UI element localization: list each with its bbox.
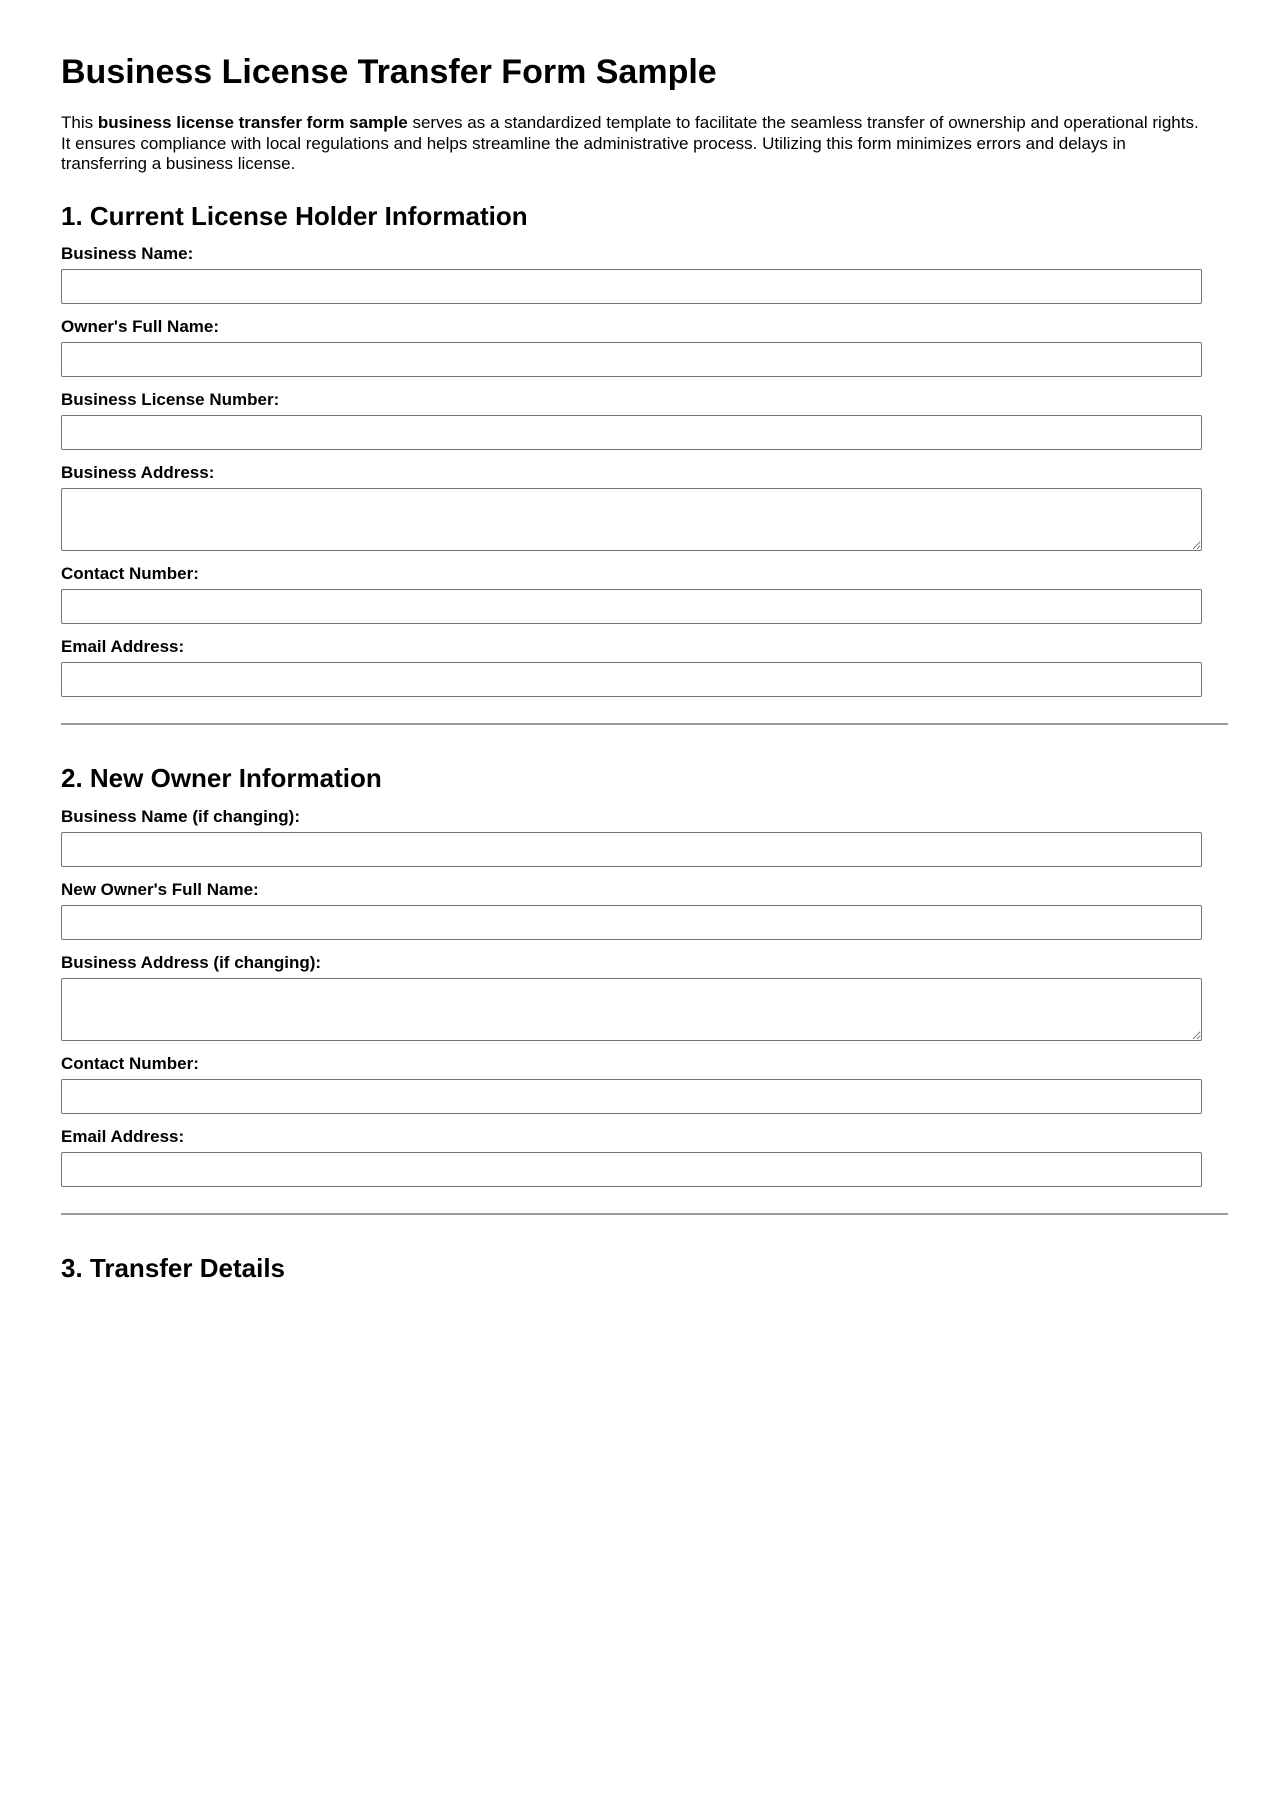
new-owners-full-name-input[interactable] (61, 905, 1202, 940)
field-label: Business Address (if changing): (61, 953, 322, 973)
section-divider (61, 1213, 1228, 1215)
current-owners-full-name-input[interactable] (61, 342, 1202, 377)
section-heading-3: 3. Transfer Details (61, 1253, 285, 1284)
form-section (61, 1254, 1228, 1284)
intro-paragraph (61, 113, 1202, 175)
form-field (61, 1054, 1228, 1114)
form-field (61, 953, 1228, 1041)
form-field (61, 1127, 1228, 1187)
form-field (61, 390, 1228, 450)
form-field (61, 244, 1228, 304)
field-label: Business Name (if changing): (61, 807, 300, 827)
form-field (61, 880, 1228, 940)
field-label: Business Address: (61, 463, 215, 483)
section-heading-2: 2. New Owner Information (61, 763, 382, 794)
current-business-address-textarea[interactable] (61, 488, 1202, 551)
current-email-address-input[interactable] (61, 662, 1202, 697)
form-field (61, 463, 1228, 551)
intro-text-pre: This (61, 113, 98, 133)
form-sections (61, 202, 1228, 1285)
page-title: Business License Transfer Form Sample (61, 53, 717, 91)
section-fields (61, 244, 1228, 697)
form-page (0, 53, 1263, 1284)
new-contact-number-input[interactable] (61, 1079, 1202, 1114)
form-field (61, 637, 1228, 697)
section-divider (61, 723, 1228, 725)
section-fields (61, 807, 1228, 1187)
field-label: Business Name: (61, 244, 194, 264)
form-field (61, 317, 1228, 377)
form-section (61, 202, 1228, 698)
business-license-number-input[interactable] (61, 415, 1202, 450)
new-email-address-input[interactable] (61, 1152, 1202, 1187)
new-business-name-input[interactable] (61, 832, 1202, 867)
form-section (61, 764, 1228, 1187)
form-field (61, 564, 1228, 624)
intro-bold-term: business license transfer form sample (97, 113, 408, 133)
field-label: Email Address: (61, 637, 185, 657)
current-business-name-input[interactable] (61, 269, 1202, 304)
form-field (61, 807, 1228, 867)
intro-text-post: serves as a standardized template to facilitate the seamless transfer of ownership and operational rights. It ensures compliance with local regulations and helps streamline the administrative process. Utilizing this form minimizes errors and delays in transferring a business license. (61, 113, 1199, 174)
field-label: Contact Number: (61, 564, 199, 584)
new-business-address-textarea[interactable] (61, 978, 1202, 1041)
field-label: Owner's Full Name: (61, 317, 220, 337)
field-label: Email Address: (61, 1127, 185, 1147)
field-label: Business License Number: (61, 390, 280, 410)
current-contact-number-input[interactable] (61, 589, 1202, 624)
field-label: New Owner's Full Name: (61, 880, 259, 900)
field-label: Contact Number: (61, 1054, 199, 1074)
section-heading-1: 1. Current License Holder Information (61, 200, 528, 231)
